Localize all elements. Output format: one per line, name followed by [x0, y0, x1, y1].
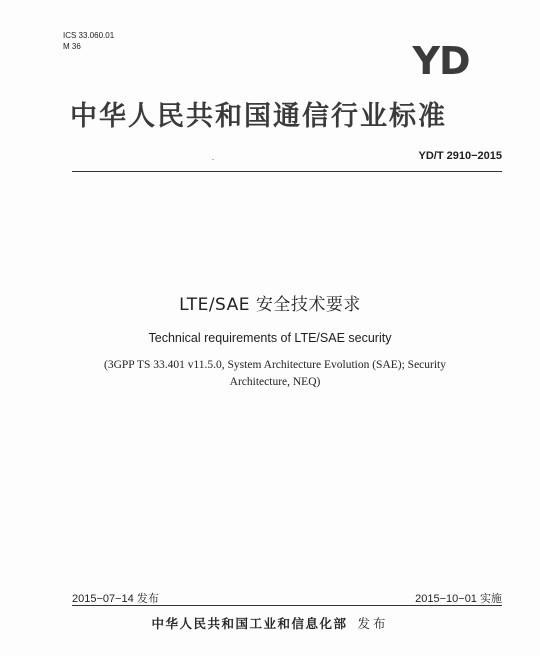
classification-codes	[63, 30, 114, 52]
logo-text: YD	[412, 40, 470, 80]
publish-verb: 发布	[357, 616, 389, 631]
bottom-rule	[72, 605, 502, 606]
document-title-chinese: LTE/SAE 安全技术要求	[179, 295, 361, 315]
yd-logo	[409, 40, 473, 80]
publisher-line	[0, 614, 540, 632]
standard-number: YD/T 2910−2015	[418, 150, 502, 162]
document-subtitle	[80, 357, 470, 391]
ics-code: ICS 33.060.01	[63, 31, 115, 40]
standard-category-title: 中华人民共和国通信行业标准	[70, 101, 447, 132]
ccs-code: M 36	[63, 42, 81, 51]
subtitle-line-1: (3GPP TS 33.401 v11.5.0, System Architecture Evolution (SAE); Security	[104, 359, 446, 371]
implementation-date: 2015−10−01 实施	[415, 593, 502, 605]
top-rule	[72, 171, 502, 172]
subtitle-line-2: Architecture, NEQ)	[229, 376, 321, 388]
document-title-english: Technical requirements of LTE/SAE security	[148, 331, 392, 345]
issue-date: 2015−07−14 发布	[72, 593, 159, 605]
scan-speck	[212, 159, 214, 160]
publisher-name: 中华人民共和国工业和信息化部	[151, 616, 348, 631]
